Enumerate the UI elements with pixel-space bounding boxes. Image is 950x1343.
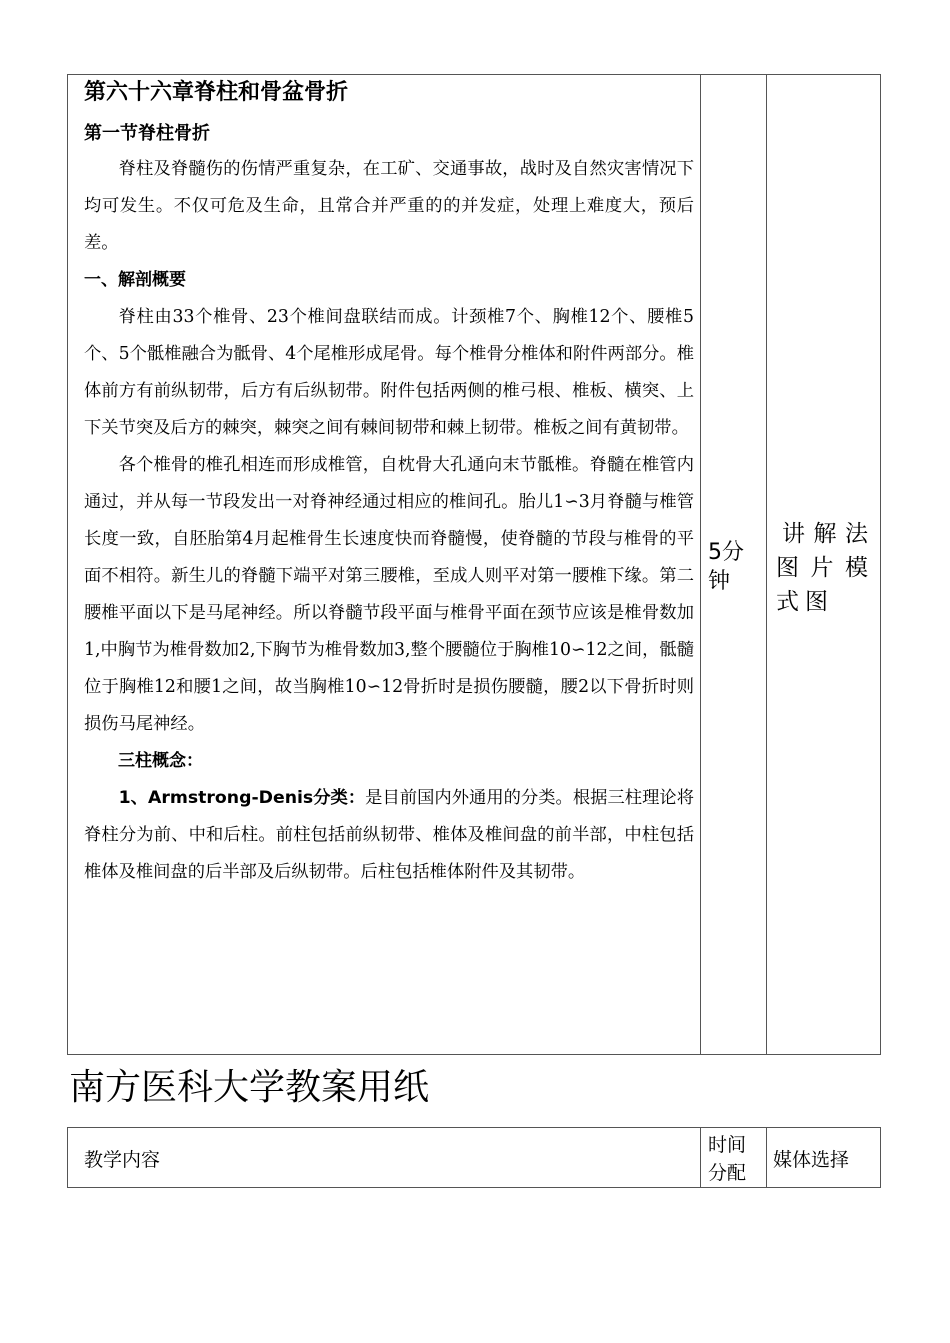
lesson-header-row <box>67 1127 881 1188</box>
column-divider <box>700 75 701 1054</box>
page-title: 南方医科大学教案用纸 <box>69 1067 430 1108</box>
intro-paragraph: 脊柱及脊髓伤的伤情严重复杂，在工矿、交通事故，战时及自然灾害情况下均可发生。不仅可危及生命，且常合并严重的的并发症，处理上难度大，预后差。 <box>84 159 694 253</box>
three-column-heading: 三柱概念： <box>118 751 203 771</box>
teaching-content-cell <box>84 75 694 891</box>
header-content-label: 教学内容 <box>84 1149 161 1171</box>
anatomy-paragraph-1: 脊柱由33个椎骨、23个椎间盘联结而成。计颈椎7个、胸椎12个、腰椎5个、5个骶椎融合为骶骨、4个尾椎形成尾骨。每个椎骨分椎体和附件两部分。椎体前方有前纵韧带，后方有后纵韧带。附件包括两侧的椎弓根、椎板、横突、上下关节突及后方的棘突，棘突之间有棘间韧带和棘上韧带。椎板之间有黄韧带。 <box>84 307 694 438</box>
anatomy-heading: 一、解剖概要 <box>84 270 186 290</box>
chapter-title: 第六十六章脊柱和骨盆骨折 <box>84 80 349 105</box>
column-divider <box>766 1128 767 1187</box>
classification-label: 1、Armstrong-Denis分类： <box>118 788 366 808</box>
anatomy-paragraph-2: 各个椎骨的椎孔相连而形成椎管，自枕骨大孔通向末节骶椎。脊髓在椎管内通过，并从每一节段发出一对脊神经通过相应的椎间孔。胎儿1∽3月脊髓与椎管长度一致，自胚胎第4月起椎骨生长速度快而脊髓慢，使脊髓的节段与椎骨的平面不相符。新生儿的脊髓下端平对第三腰椎，至成人则平对第一腰椎下缘。第二腰椎平面以下是马尾神经。所以脊髓节段平面与椎骨平面在颈节应该是椎骨数加1,中胸节为椎骨数加2,下胸节为椎骨数加3,整个腰髓位于胸椎10∽12之间，骶髓位于胸椎12和腰1之间，故当胸椎10∽12骨折时是损伤腰髓，腰2以下骨折时则损伤马尾神经。 <box>84 455 694 734</box>
column-divider <box>766 75 767 1054</box>
header-time-label <box>708 1131 746 1187</box>
lesson-table <box>67 74 881 1055</box>
section-title: 第一节脊柱骨折 <box>84 123 210 144</box>
media-selection-cell: 讲解法图片模式图 <box>776 521 874 615</box>
header-time-line-1: 时间 <box>708 1134 747 1156</box>
classification-text: 是目前国内外通用的分类。根据三柱理论将脊柱分为前、中和后柱。前柱包括前纵韧带、椎体及椎间盘的前半部，中柱包括椎体及椎间盘的后半部及后纵韧带。后柱包括椎体附件及其韧带。 <box>84 788 694 882</box>
column-divider <box>700 1128 701 1187</box>
classification-paragraph <box>84 780 694 891</box>
header-time-line-2: 分配 <box>708 1162 747 1184</box>
time-allocation-cell: 5分钟 <box>708 540 744 594</box>
header-media-label: 媒体选择 <box>773 1149 850 1171</box>
